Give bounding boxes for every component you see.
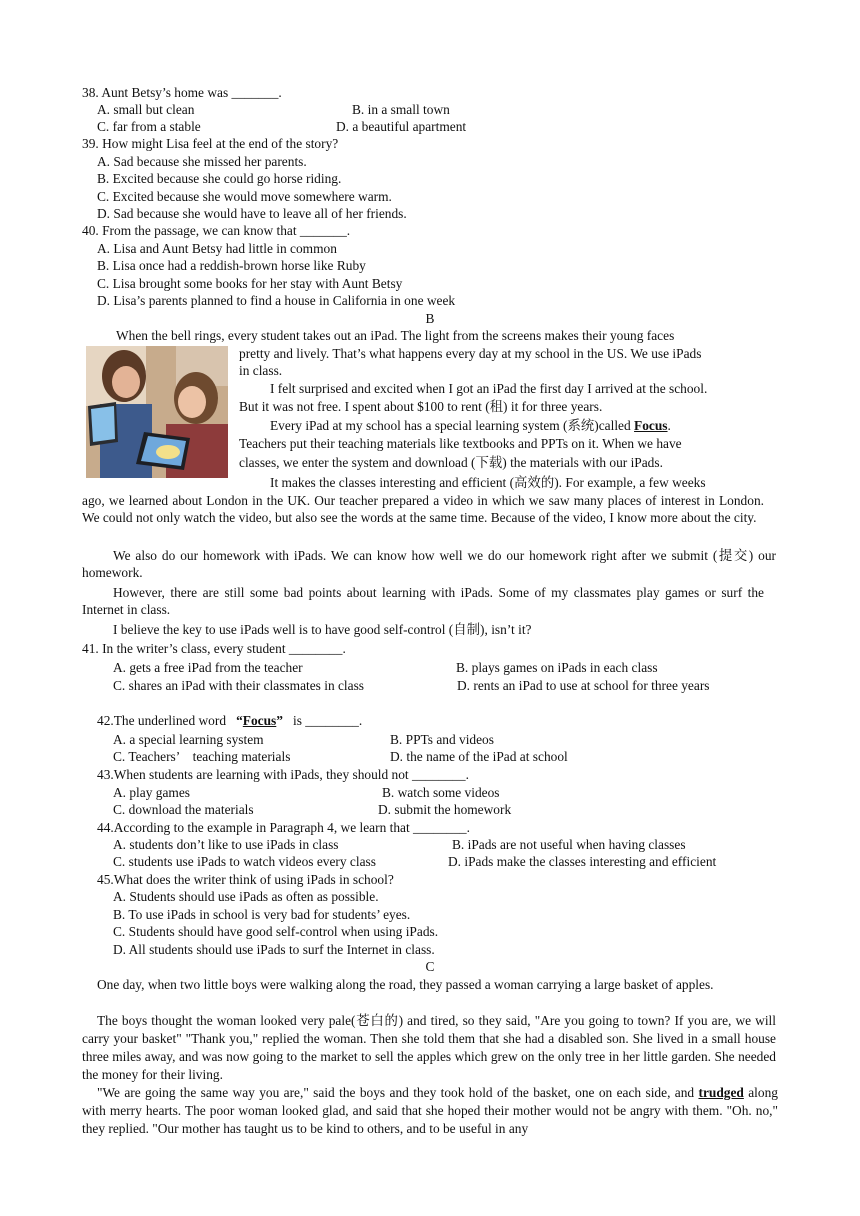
- q45-stem: 45.What does the writer think of using iPads in school?: [97, 872, 394, 887]
- passage-b-p4-rest: ago, we learned about London in the UK. Our teacher prepared a video in which we saw many places of interest in London. We could not only watch the video, but also see the words at the same time. Because of the video, I know more about the city.: [82, 493, 764, 526]
- q42-option-b: B. PPTs and videos: [390, 732, 494, 747]
- q41-option-a: A. gets a free iPad from the teacher: [113, 660, 303, 675]
- q40-option-d: D. Lisa’s parents planned to find a house in California in one week: [97, 293, 456, 308]
- passage-b-p2-line1: I felt surprised and excited when I got an iPad the first day I arrived at the school.: [270, 381, 708, 396]
- q43-option-b: B. watch some videos: [382, 785, 500, 800]
- q42-close-quote: ”: [276, 713, 283, 728]
- focus-underlined-word: Focus: [634, 418, 668, 433]
- passage-b-heading: B: [425, 311, 435, 326]
- q39-option-a: A. Sad because she missed her parents.: [97, 154, 307, 169]
- classroom-ipad-photo: [86, 346, 228, 478]
- q45-option-d: D. All students should use iPads to surf the Internet in class.: [113, 942, 435, 957]
- passage-b-p1-line2: pretty and lively. That’s what happens every day at my school in the US. We use iPads: [239, 346, 702, 361]
- passage-b-p7: I believe the key to use iPads well is to have good self-control (自制), isn’t it?: [113, 622, 532, 637]
- q43-option-a: A. play games: [113, 785, 190, 800]
- q39-option-c: C. Excited because she would move somewhere warm.: [97, 189, 392, 204]
- passage-b-p6: However, there are still some bad points about learning with iPads. Some of my classmates play games or surf the Internet in class.: [82, 585, 764, 618]
- q42-focus-word: Focus: [242, 713, 277, 728]
- passage-b-p1-line3: in class.: [239, 363, 283, 378]
- q43-option-d: D. submit the homework: [378, 802, 512, 817]
- q42-open-quote: “: [236, 713, 243, 728]
- q44-option-a: A. students don’t like to use iPads in class: [113, 837, 339, 852]
- q45-option-b: B. To use iPads in school is very bad for students’ eyes.: [113, 907, 411, 922]
- classroom-ipad-illustration: [86, 346, 228, 478]
- q44-option-c: C. students use iPads to watch videos every class: [113, 854, 376, 869]
- q42-option-c: C. Teachers’ teaching materials: [113, 749, 291, 764]
- q40-stem: 40. From the passage, we can know that _______.: [82, 223, 351, 238]
- passage-c-p2: The boys thought the woman looked very pale(苍白的) and tired, so they said, "Are you going to town? If you are, we will carry your basket" "Thank you," replied the woman. Then she told them that she had a disabled son. She lived in a small house three miles away, and was now going to the market to sell the apples which grew on the only tree in her little garden. She needed the money for their living.: [82, 1013, 776, 1082]
- q42-stem-suffix: is ________.: [293, 713, 363, 728]
- q44-option-d: D. iPads make the classes interesting and efficient: [448, 854, 717, 869]
- q42-option-a: A. a special learning system: [113, 732, 264, 747]
- q44-stem: 44.According to the example in Paragraph 4, we learn that ________.: [97, 820, 470, 835]
- q41-stem: 41. In the writer’s class, every student ________.: [82, 641, 346, 656]
- q39-option-b: B. Excited because she could go horse riding.: [97, 171, 342, 186]
- passage-b-p1-line1: When the bell rings, every student takes out an iPad. The light from the screens makes their young faces: [116, 328, 675, 343]
- q38-option-c: C. far from a stable: [97, 119, 201, 134]
- passage-b-p3-text: Every iPad at my school has a special learning system (系统)called: [270, 418, 635, 433]
- passage-b-p4-line1: It makes the classes interesting and efficient (高效的). For example, a few weeks: [270, 475, 706, 490]
- passage-b-p3-line1: [270, 417, 671, 434]
- q45-option-c: C. Students should have good self-control when using iPads.: [113, 924, 439, 939]
- q40-option-b: B. Lisa once had a reddish-brown horse like Ruby: [97, 258, 366, 273]
- trudged-underlined-word: trudged: [698, 1085, 744, 1100]
- passage-c-p3-continuation: along with merry hearts. The poor woman looked glad, and said that she hoped their mother would not be angry with them. "Oh. no," they replied. "Our mother has taught us to be kind to others, and to be useful in any: [82, 1085, 778, 1136]
- passage-b-p2-line2: But it was not free. I spent about $100 to rent (租) it for three years.: [239, 399, 603, 414]
- passage-b-p3-line3: classes, we enter the system and download (下载) the materials with our iPads.: [239, 455, 663, 470]
- q41-option-c: C. shares an iPad with their classmates in class: [113, 678, 365, 693]
- passage-b-p5: We also do our homework with iPads. We can know how well we do our homework right after we submit (提交) our homework.: [82, 548, 776, 581]
- q44-option-b: B. iPads are not useful when having classes: [452, 837, 686, 852]
- passage-c-p1: One day, when two little boys were walking along the road, they passed a woman carrying a large basket of apples.: [97, 977, 714, 992]
- q41-option-b: B. plays games on iPads in each class: [456, 660, 658, 675]
- q43-option-c: C. download the materials: [113, 802, 254, 817]
- q38-option-a: A. small but clean: [97, 102, 195, 117]
- q41-option-d: D. rents an iPad to use at school for three years: [457, 678, 710, 693]
- q39-stem: 39. How might Lisa feel at the end of the story?: [82, 136, 339, 151]
- q40-option-c: C. Lisa brought some books for her stay with Aunt Betsy: [97, 276, 403, 291]
- q42-stem-prefix: 42.The underlined word: [97, 713, 227, 728]
- q38-stem: 38. Aunt Betsy’s home was _______.: [82, 85, 282, 100]
- q43-stem: 43.When students are learning with iPads, they should not ________.: [97, 767, 469, 782]
- q38-option-d: D. a beautiful apartment: [336, 119, 467, 134]
- passage-c-p3-text: "We are going the same way you are," said the boys and they took hold of the basket, one on each side, and: [97, 1085, 699, 1100]
- passage-c-p3: [82, 1084, 778, 1138]
- passage-c-heading: C: [425, 959, 435, 974]
- q42-option-d: D. the name of the iPad at school: [390, 749, 568, 764]
- q45-option-a: A. Students should use iPads as often as possible.: [113, 889, 379, 904]
- q40-option-a: A. Lisa and Aunt Betsy had little in common: [97, 241, 337, 256]
- q39-option-d: D. Sad because she would have to leave all of her friends.: [97, 206, 407, 221]
- passage-b-p3-line2: Teachers put their teaching materials like textbooks and PPTs on it. When we have: [239, 436, 682, 451]
- passage-b-p3-period: .: [667, 418, 671, 433]
- q42-stem: [97, 712, 362, 729]
- q38-option-b: B. in a small town: [352, 102, 450, 117]
